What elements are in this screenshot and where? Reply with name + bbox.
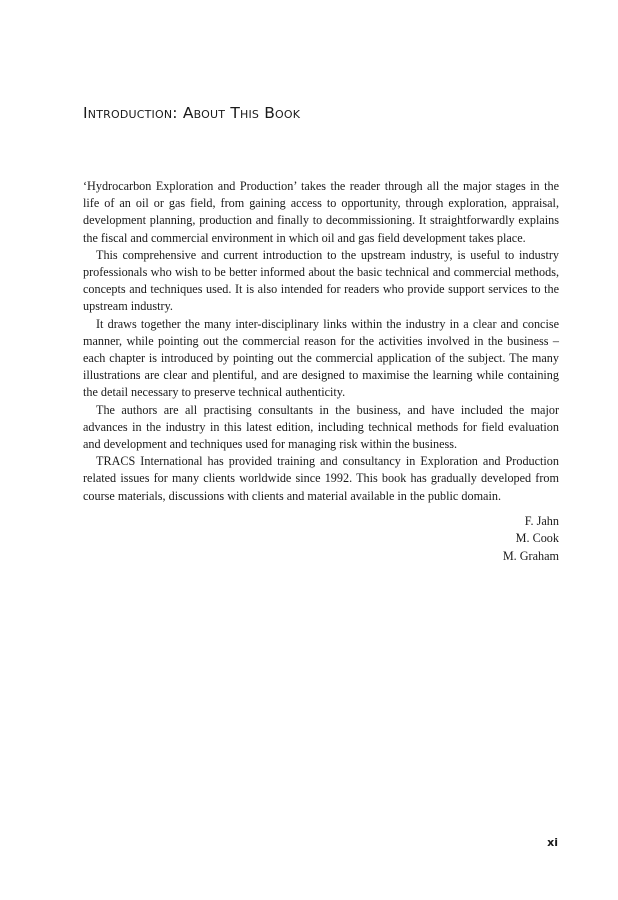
author-name: F. Jahn <box>524 514 559 528</box>
author-signatures <box>503 513 559 565</box>
paragraph-2: This comprehensive and current introduction to the upstream industry, is useful to industry professionals who wish to be better informed about the basic technical and commercial methods, concepts and techniques used. It is also intended for readers who provide support services to the upstream industry. <box>83 247 559 314</box>
paragraph-1: ‘Hydrocarbon Exploration and Production’ takes the reader through all the major stages in the life of an oil or gas field, from gaining access to opportunity, through exploration, appraisal, development planning, production and finally to decommissioning. It straightforwardly explains the fiscal and commercial environment in which oil and gas field development takes place. <box>83 179 559 245</box>
chapter-heading: Introduction: About This Book <box>83 104 301 122</box>
paragraph-4: The authors are all practising consultants in the business, and have included the major advances in the industry in this latest edition, including technical methods for field evaluation and development and techniques used for managing risk within the business. <box>83 402 559 452</box>
author-name: M. Graham <box>502 548 559 563</box>
author-name: M. Cook <box>515 531 559 546</box>
paragraph-3: It draws together the many inter-disciplinary links within the industry in a clear and concise manner, while pointing out the commercial reason for the activities involved in the business – each chapter is introduced by pointing out the commercial application of the subject. The many illustrations are clear and plentiful, and are designed to maximise the learning while containing the detail necessary to preserve technical authenticity. <box>83 316 559 400</box>
page-number: xi <box>547 836 558 849</box>
body-text <box>83 178 559 505</box>
paragraph-5: TRACS International has provided training and consultancy in Exploration and Production related issues for many clients worldwide since 1992. This book has gradually developed from course materials, discussions with clients and material available in the public domain. <box>83 454 559 503</box>
